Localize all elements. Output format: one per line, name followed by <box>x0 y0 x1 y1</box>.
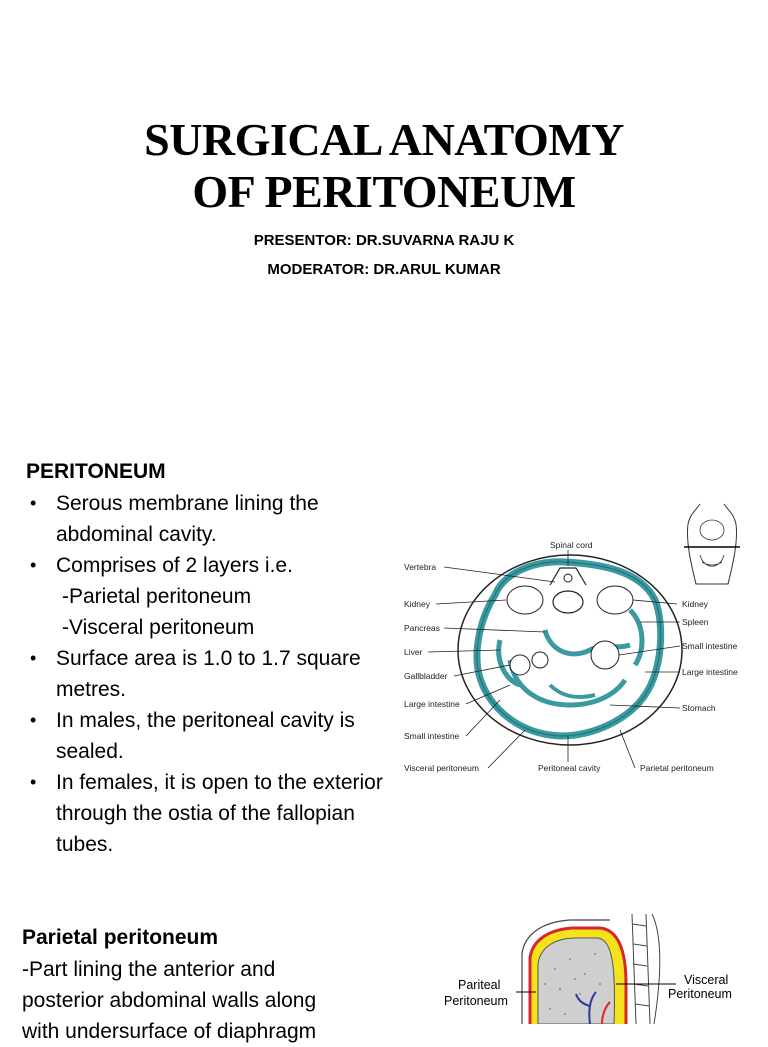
title-line-1: SURGICAL ANATOMY <box>144 114 624 165</box>
label-parietal-peritoneum: Parietal peritoneum <box>640 763 714 773</box>
label-vertebra: Vertebra <box>404 562 437 572</box>
peritoneum-bullet-list <box>26 488 446 860</box>
peritoneum-heading: PERITONEUM <box>26 460 166 483</box>
presentor-line: PRESENTOR: DR.SUVARNA RAJU K <box>253 232 515 249</box>
left-kidney-shape <box>507 586 543 614</box>
list-item: • Surface area is 1.0 to 1.7 square metres. <box>30 647 361 701</box>
label-small-intestine-left: Small intestine <box>404 731 460 741</box>
spinal-cord-shape <box>564 574 572 582</box>
sagittal-peritoneum-diagram <box>440 914 750 1024</box>
label-liver: Liver <box>404 647 423 657</box>
label-visceral-1: Visceral <box>684 973 729 987</box>
label-spinal-cord: Spinal cord <box>550 540 593 550</box>
sub-item-visceral: -Visceral peritoneum <box>62 616 255 639</box>
torso-organ-1 <box>700 520 724 540</box>
title-line-2: OF PERITONEUM <box>192 166 576 217</box>
label-large-intestine-left: Large intestine <box>404 699 460 709</box>
parietal-peritoneum-heading: Parietal peritoneum <box>22 926 219 949</box>
list-item: • In males, the peritoneal cavity is sealed. <box>30 709 355 763</box>
list-item: • Comprises of 2 layers i.e. <box>30 554 293 577</box>
gallbladder-shape <box>510 655 530 675</box>
label-visceral-2: Peritoneum <box>668 987 732 1001</box>
torso-outline <box>687 504 736 584</box>
label-pariteal-2: Peritoneum <box>444 994 508 1008</box>
liver-shape <box>538 938 614 1024</box>
label-visceral-peritoneum: Visceral peritoneum <box>404 763 479 773</box>
label-pariteal-1: Pariteal <box>458 978 501 992</box>
label-spleen: Spleen <box>682 617 709 627</box>
parietal-line-1: -Part lining the anterior and <box>22 958 276 981</box>
label-pancreas: Pancreas <box>404 623 440 633</box>
list-item: • In females, it is open to the exterior through the ostia of the fallopian tubes. <box>30 771 383 856</box>
torso-reference-figure <box>682 500 742 588</box>
intestine-loop-shape <box>532 652 548 668</box>
small-intestine-shape <box>591 641 619 669</box>
vertebra-shape <box>553 591 583 613</box>
right-kidney-shape <box>597 586 633 614</box>
label-peritoneal-cavity: Peritoneal cavity <box>538 763 601 773</box>
moderator-line: MODERATOR: DR.ARUL KUMAR <box>267 261 501 278</box>
label-gallbladder: Gallbladder <box>404 671 448 681</box>
parietal-line-3: with undersurface of diaphragm <box>22 1020 317 1043</box>
label-small-intestine-right: Small intestine <box>682 641 738 651</box>
spine-shape <box>632 914 660 1024</box>
torso-intestine <box>700 555 724 566</box>
label-stomach: Stomach <box>682 703 716 713</box>
label-kidney-left: Kidney <box>404 599 430 609</box>
parietal-line-2: posterior abdominal walls along <box>22 989 317 1012</box>
sub-item-parietal: -Parietal peritoneum <box>62 585 252 608</box>
label-large-intestine-right: Large intestine <box>682 667 738 677</box>
list-item: • Serous membrane lining the abdominal cavity. <box>30 492 319 546</box>
label-kidney-right: Kidney <box>682 599 708 609</box>
